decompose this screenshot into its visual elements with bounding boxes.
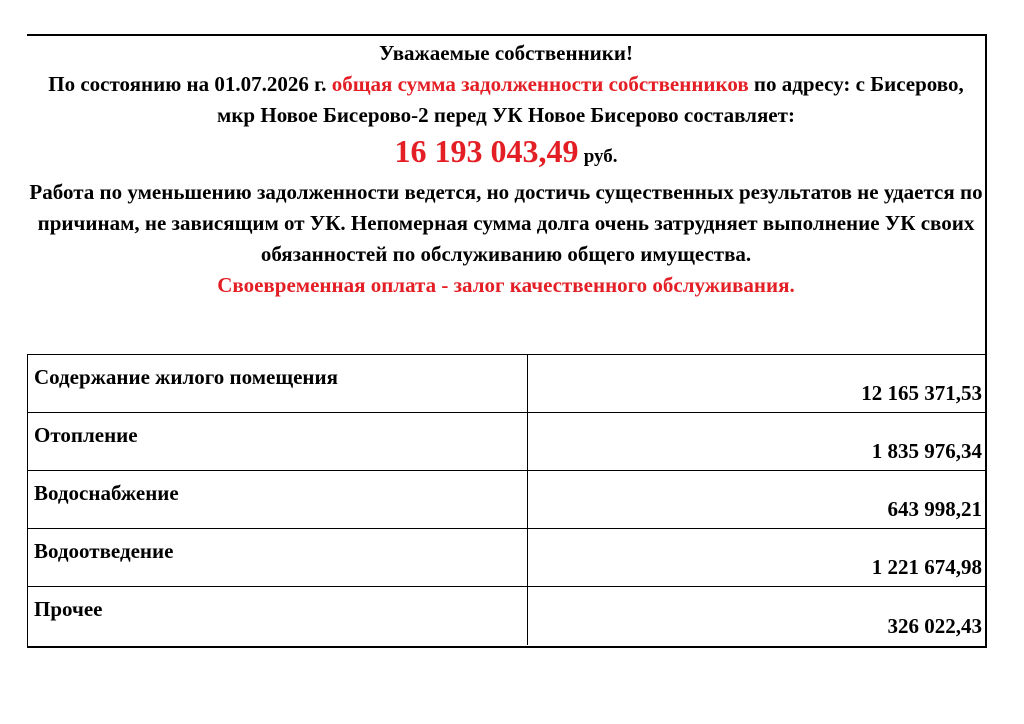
amount-cell	[528, 355, 986, 413]
amount-cell	[528, 587, 986, 645]
category-label: Отопление	[34, 423, 138, 447]
statement-prefix: По состоянию на 01.07.2026 г.	[48, 72, 332, 96]
amount-value: 1 835 976,34	[871, 439, 982, 463]
category-label: Содержание жилого помещения	[34, 365, 338, 389]
total-amount: 16 193 043,49	[394, 133, 579, 169]
debt-statement	[27, 69, 985, 131]
debt-breakdown-table	[27, 354, 985, 645]
statement-suffix: по адресу: с Бисерово, мкр Новое Бисерово-2 перед УК Новое Бисерово составляет:	[217, 72, 964, 127]
table-row	[28, 471, 986, 529]
table-row	[28, 355, 986, 413]
category-cell	[28, 355, 528, 413]
category-cell	[28, 471, 528, 529]
greeting-line: Уважаемые собственники!	[379, 41, 633, 65]
statement-highlight: общая сумма задолженности собственников	[331, 72, 749, 96]
category-label: Водоснабжение	[34, 481, 179, 505]
total-amount-row	[27, 131, 985, 177]
amount-cell	[528, 471, 986, 529]
table-row	[28, 529, 986, 587]
debt-notice	[27, 34, 987, 648]
category-label: Прочее	[34, 597, 103, 621]
notice-body: Работа по уменьшению задолженности ведется, но достичь существенных результатов не удается по причинам, не зависящим от УК. Непомерная сумма долга очень затрудняет выполнение УК своих обязанностей по обслуживанию общего имущества.	[29, 180, 983, 266]
table-row	[28, 587, 986, 645]
table-row	[28, 413, 986, 471]
amount-value: 326 022,43	[887, 613, 982, 638]
amount-value: 1 221 674,98	[871, 555, 982, 579]
currency-label: руб.	[583, 146, 618, 167]
category-cell	[28, 587, 528, 645]
notice-header	[27, 36, 985, 301]
amount-cell	[528, 413, 986, 471]
amount-cell	[528, 529, 986, 587]
category-cell	[28, 529, 528, 587]
amount-value: 12 165 371,53	[861, 381, 982, 405]
notice-slogan: Своевременная оплата - залог качественного обслуживания.	[217, 273, 795, 297]
amount-value: 643 998,21	[887, 497, 982, 521]
category-label: Водоотведение	[34, 539, 174, 563]
category-cell	[28, 413, 528, 471]
